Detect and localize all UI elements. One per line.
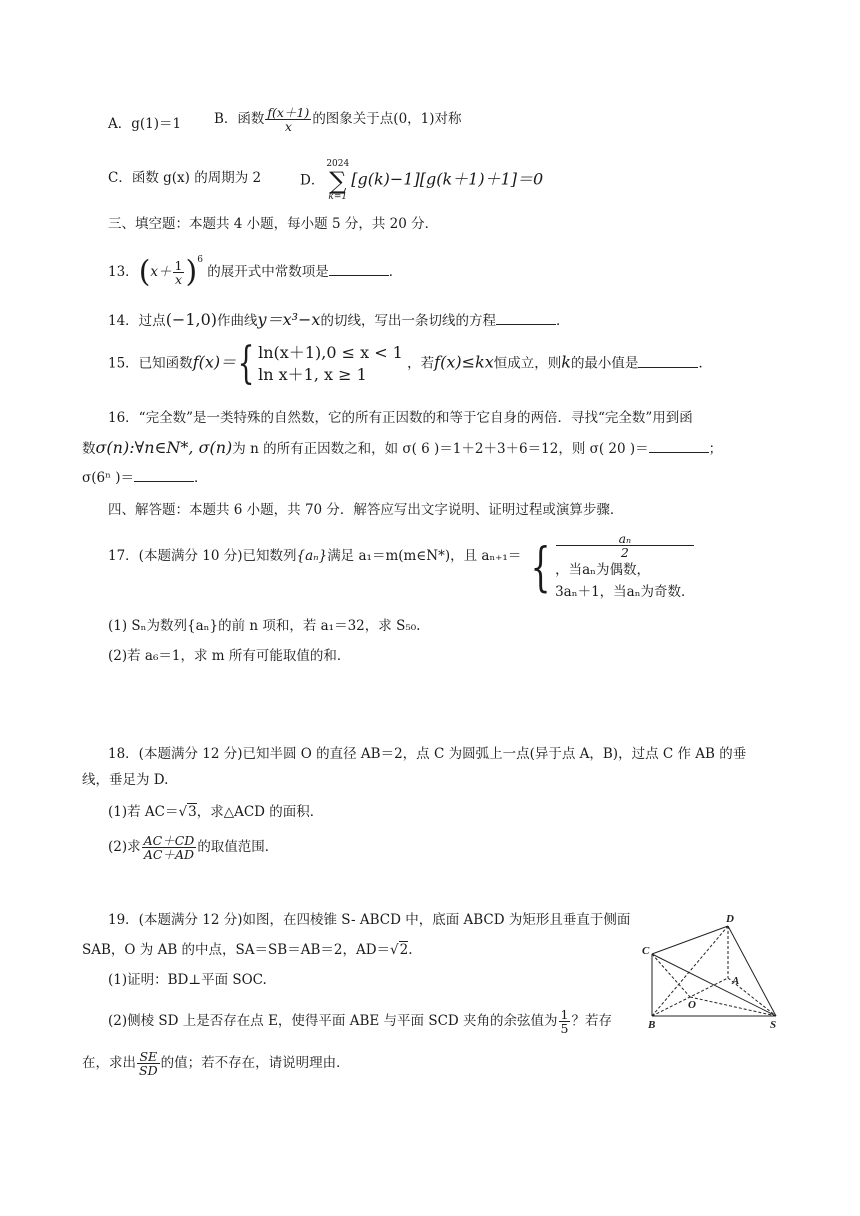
q12-option-b: B．函数 $\frac{f(x+1)}{x}$ 的图象关于点(0，1)对称 [214, 105, 462, 135]
q17-part-1: (1) Sₙ为数列{aₙ}的前 n 项和，若 a₁＝32，求 S₅₀. [108, 618, 421, 634]
q19-line-2: SAB，O 为 AB 的中点，SA＝SB＝AB＝2，AD＝√2. [82, 942, 413, 958]
q17-statement: 17．(本题满分 10 分)已知数列{aₙ}满足 a₁＝m(m∈N*)，且 aₙ₊₁＝ [108, 548, 522, 564]
q18-part-2: (2)求 $\frac{AC+CD}{AC+AD}$ 的取值范围． [108, 833, 279, 863]
q19-line-1: 19．(本题满分 12 分)如图，在四棱锥 S- ABCD 中，底面 ABCD 为矩形且垂直于侧面 [108, 912, 631, 928]
figure-label-o: O [688, 999, 696, 1011]
q17-cases: aₙ 2 ，当aₙ为偶数， 3aₙ＋1，当aₙ为奇数． [555, 531, 695, 601]
q12-option-c: C．函数 g(x) 的周期为 2 [108, 170, 262, 186]
q18-line-2: 线，垂足为 D. [82, 772, 169, 788]
q19-fraction-ratio: $\frac{SE}{SD}$ [139, 1049, 158, 1079]
q19-part-2: (2)侧棱 SD 上是否存在点 E，使得平面 ABE 与平面 SCD 夹角的余弦值为 $\frac{1}{5}$ ？若存 [108, 1007, 612, 1037]
q14: 14．过点(−1,0)作曲线y＝x³−x的切线，写出一条切线的方程 ． [108, 310, 570, 329]
figure-label-s: S [770, 1019, 777, 1031]
q12-option-b-fraction: $\frac{f(x+1)}{x}$ [267, 105, 310, 135]
pyramid-figure [636, 912, 786, 1032]
q16-answer-blank-2[interactable] [134, 469, 194, 482]
q12-option-a: A．g(1)＝1 [108, 116, 182, 132]
q18-line-1: 18．(本题满分 12 分)已知半圆 O 的直径 AB＝2，点 C 为圆弧上一点(异于点 A，B)，过点 C 作 AB 的垂 [108, 746, 747, 762]
q19-fraction-cos: $\frac{1}{5}$ [560, 1007, 569, 1037]
figure-label-c: C [642, 945, 650, 957]
q18-part-1: (1)若 AC＝√3，求△ACD 的面积． [108, 804, 324, 820]
q15-piecewise: ln(x＋1),0 ≤ x < 1 ln x＋1, x ≥ 1 [258, 343, 403, 384]
q16-answer-blank-1[interactable] [649, 440, 709, 453]
figure-label-a: A [732, 975, 740, 987]
q16-line-2: 数σ(n):∀n∈N*, σ(n)为 n 的所有正因数之和，如 σ( 6 )＝1＋2＋3＋6＝12，则 σ( 20 )＝ ； [82, 438, 723, 457]
q13-fraction: $\frac{1}{x}$ [174, 257, 183, 287]
q13-answer-blank[interactable] [329, 263, 389, 276]
q14-answer-blank[interactable] [496, 312, 556, 325]
q17-recurrence: { aₙ 2 ，当aₙ为偶数， 3aₙ＋1，当aₙ为奇数． [528, 532, 695, 603]
section-4-heading: 四、解答题：本题共 6 小题，共 70 分．解答应写出文字说明、证明过程或演算步骤． [108, 502, 624, 518]
q13: 13．(x＋ $\frac{1}{x}$ )$^6$ 的展开式中常数项是 ． [108, 254, 403, 290]
q19-part-1: (1)证明：BD⊥平面 SOC. [108, 972, 267, 988]
q12-option-d: D． 2024 ∑ k=1 [g(k)−1][g(k＋1)＋1]＝0 [300, 159, 544, 202]
summation-symbol: 2024 ∑ k=1 [326, 159, 350, 202]
q18-fraction: $\frac{AC+CD}{AC+AD}$ [143, 833, 195, 863]
q16-line-1: 16．“完全数”是一类特殊的自然数，它的所有正因数的和等于它自身的两倍．寻找“完全数”用到函 [108, 410, 693, 426]
q15: 15．已知函数f(x)＝{ ln(x＋1),0 ≤ x < 1 ln x＋1, x ≥ 1 ，若f(x)≤kx恒成立，则k的最小值是 ． [108, 338, 712, 389]
q19-line-last: 在，求出 $\frac{SE}{SD}$ 的值；若不存在，请说明理由． [82, 1049, 350, 1079]
figure-label-d: D [726, 913, 734, 925]
q16-line-3: σ(6ⁿ )＝ ． [82, 470, 208, 486]
q17-part-2: (2)若 a₆＝1，求 m 所有可能取值的和． [108, 648, 351, 664]
q15-answer-blank[interactable] [638, 355, 698, 368]
section-3-heading: 三、填空题：本题共 4 小题，每小题 5 分，共 20 分． [108, 216, 439, 232]
figure-label-b: B [648, 1019, 656, 1031]
